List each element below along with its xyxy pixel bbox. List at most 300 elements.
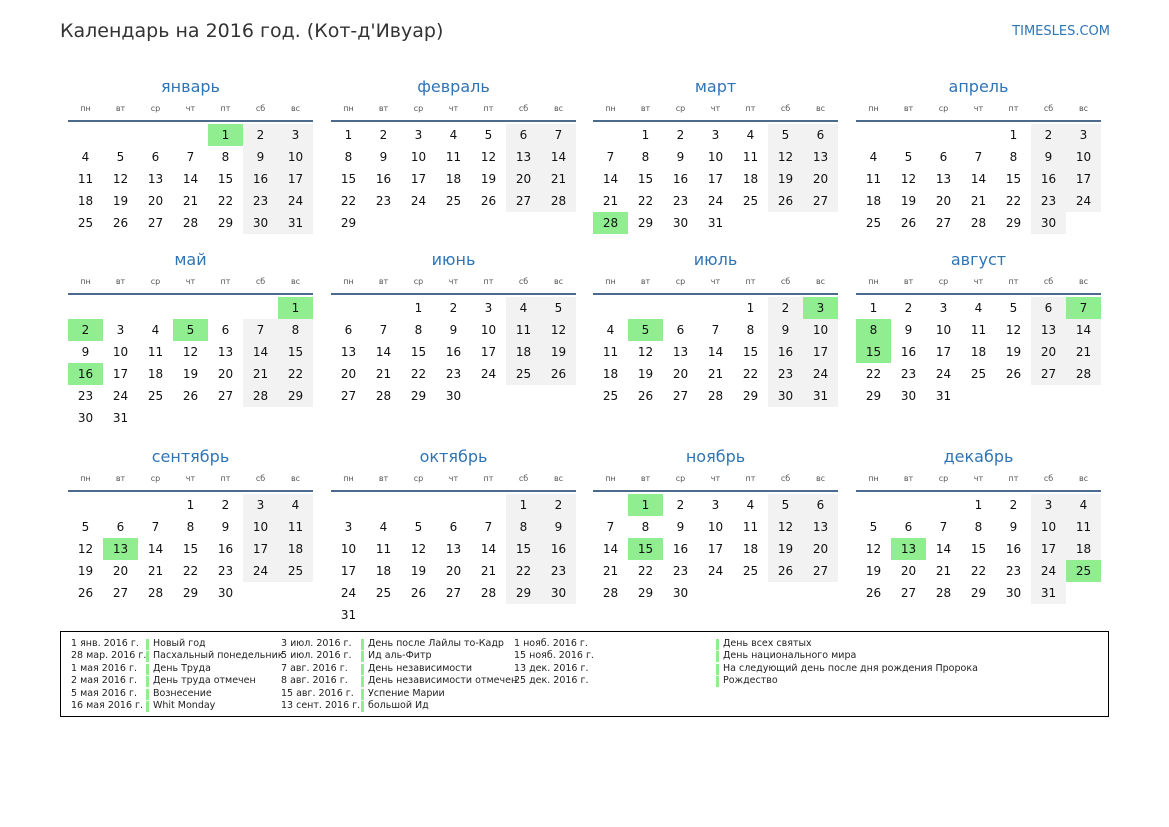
day-cell[interactable]: 31 xyxy=(707,216,724,230)
holiday-day-cell[interactable]: 28 xyxy=(593,212,628,234)
day-cell[interactable]: 29 xyxy=(742,389,759,403)
day-cell[interactable]: 20 xyxy=(1031,341,1066,363)
day-cell[interactable]: 4 xyxy=(746,498,755,512)
day-cell[interactable]: 24 xyxy=(1066,190,1101,212)
holiday-day-cell[interactable]: 25 xyxy=(1066,560,1101,582)
day-cell[interactable]: 17 xyxy=(1031,538,1066,560)
day-cell[interactable]: 18 xyxy=(742,542,759,556)
day-cell[interactable]: 25 xyxy=(77,216,94,230)
day-cell[interactable]: 6 xyxy=(116,520,125,534)
day-cell[interactable]: 23 xyxy=(541,560,576,582)
day-cell[interactable]: 4 xyxy=(869,150,878,164)
day-cell[interactable]: 20 xyxy=(803,538,838,560)
day-cell[interactable]: 9 xyxy=(81,345,90,359)
day-cell[interactable]: 15 xyxy=(742,345,759,359)
day-cell[interactable]: 16 xyxy=(243,168,278,190)
day-cell[interactable]: 28 xyxy=(480,586,497,600)
day-cell[interactable]: 24 xyxy=(480,367,497,381)
day-cell[interactable]: 23 xyxy=(375,194,392,208)
day-cell[interactable]: 22 xyxy=(340,194,357,208)
day-cell[interactable]: 18 xyxy=(445,172,462,186)
day-cell[interactable]: 14 xyxy=(375,345,392,359)
day-cell[interactable]: 7 xyxy=(606,150,615,164)
day-cell[interactable]: 19 xyxy=(637,367,654,381)
day-cell[interactable]: 24 xyxy=(707,194,724,208)
day-cell[interactable]: 23 xyxy=(1005,564,1022,578)
day-cell[interactable]: 21 xyxy=(243,363,278,385)
day-cell[interactable]: 29 xyxy=(637,586,654,600)
day-cell[interactable]: 23 xyxy=(672,564,689,578)
day-cell[interactable]: 5 xyxy=(904,150,913,164)
day-cell[interactable]: 16 xyxy=(541,538,576,560)
day-cell[interactable]: 7 xyxy=(711,323,720,337)
day-cell[interactable]: 11 xyxy=(742,150,759,164)
day-cell[interactable]: 19 xyxy=(182,367,199,381)
day-cell[interactable]: 22 xyxy=(970,564,987,578)
day-cell[interactable]: 11 xyxy=(970,323,987,337)
day-cell[interactable]: 21 xyxy=(182,194,199,208)
day-cell[interactable]: 22 xyxy=(217,194,234,208)
day-cell[interactable]: 20 xyxy=(147,194,164,208)
holiday-day-cell[interactable]: 8 xyxy=(856,319,891,341)
day-cell[interactable]: 28 xyxy=(707,389,724,403)
day-cell[interactable]: 24 xyxy=(410,194,427,208)
day-cell[interactable]: 22 xyxy=(637,194,654,208)
day-cell[interactable]: 18 xyxy=(970,345,987,359)
day-cell[interactable]: 30 xyxy=(900,389,917,403)
holiday-day-cell[interactable]: 7 xyxy=(1066,297,1101,319)
day-cell[interactable]: 25 xyxy=(742,564,759,578)
day-cell[interactable]: 17 xyxy=(243,538,278,560)
day-cell[interactable]: 26 xyxy=(768,560,803,582)
day-cell[interactable]: 17 xyxy=(707,542,724,556)
day-cell[interactable]: 4 xyxy=(379,520,388,534)
day-cell[interactable]: 13 xyxy=(935,172,952,186)
day-cell[interactable]: 26 xyxy=(768,190,803,212)
day-cell[interactable]: 2 xyxy=(243,124,278,146)
day-cell[interactable]: 11 xyxy=(506,319,541,341)
day-cell[interactable]: 8 xyxy=(974,520,983,534)
day-cell[interactable]: 2 xyxy=(676,498,685,512)
day-cell[interactable]: 8 xyxy=(641,520,650,534)
day-cell[interactable]: 14 xyxy=(935,542,952,556)
day-cell[interactable]: 6 xyxy=(803,124,838,146)
day-cell[interactable]: 29 xyxy=(340,216,357,230)
day-cell[interactable]: 1 xyxy=(344,128,353,142)
day-cell[interactable]: 20 xyxy=(445,564,462,578)
day-cell[interactable]: 16 xyxy=(1005,542,1022,556)
day-cell[interactable]: 22 xyxy=(278,363,313,385)
day-cell[interactable]: 5 xyxy=(484,128,493,142)
day-cell[interactable]: 10 xyxy=(707,520,724,534)
day-cell[interactable]: 24 xyxy=(935,367,952,381)
day-cell[interactable]: 17 xyxy=(112,367,129,381)
day-cell[interactable]: 30 xyxy=(672,586,689,600)
day-cell[interactable]: 27 xyxy=(900,586,917,600)
day-cell[interactable]: 19 xyxy=(865,564,882,578)
day-cell[interactable]: 14 xyxy=(243,341,278,363)
day-cell[interactable]: 12 xyxy=(182,345,199,359)
day-cell[interactable]: 4 xyxy=(151,323,160,337)
day-cell[interactable]: 13 xyxy=(445,542,462,556)
day-cell[interactable]: 18 xyxy=(742,172,759,186)
day-cell[interactable]: 12 xyxy=(112,172,129,186)
day-cell[interactable]: 7 xyxy=(541,124,576,146)
day-cell[interactable]: 27 xyxy=(803,190,838,212)
day-cell[interactable]: 29 xyxy=(410,389,427,403)
day-cell[interactable]: 9 xyxy=(676,150,685,164)
day-cell[interactable]: 16 xyxy=(672,172,689,186)
day-cell[interactable]: 1 xyxy=(641,128,650,142)
day-cell[interactable]: 23 xyxy=(768,363,803,385)
day-cell[interactable]: 28 xyxy=(243,385,278,407)
day-cell[interactable]: 5 xyxy=(414,520,423,534)
day-cell[interactable]: 6 xyxy=(904,520,913,534)
day-cell[interactable]: 20 xyxy=(672,367,689,381)
day-cell[interactable]: 18 xyxy=(1066,538,1101,560)
day-cell[interactable]: 7 xyxy=(606,520,615,534)
day-cell[interactable]: 12 xyxy=(77,542,94,556)
day-cell[interactable]: 12 xyxy=(900,172,917,186)
day-cell[interactable]: 6 xyxy=(221,323,230,337)
day-cell[interactable]: 21 xyxy=(480,564,497,578)
day-cell[interactable]: 11 xyxy=(375,542,392,556)
day-cell[interactable]: 26 xyxy=(637,389,654,403)
day-cell[interactable]: 27 xyxy=(1031,363,1066,385)
day-cell[interactable]: 17 xyxy=(707,172,724,186)
day-cell[interactable]: 10 xyxy=(410,150,427,164)
day-cell[interactable]: 5 xyxy=(768,124,803,146)
day-cell[interactable]: 21 xyxy=(602,194,619,208)
day-cell[interactable]: 14 xyxy=(147,542,164,556)
day-cell[interactable]: 16 xyxy=(1031,168,1066,190)
day-cell[interactable]: 28 xyxy=(1066,363,1101,385)
day-cell[interactable]: 25 xyxy=(602,389,619,403)
holiday-day-cell[interactable]: 1 xyxy=(278,297,313,319)
day-cell[interactable]: 13 xyxy=(506,146,541,168)
day-cell[interactable]: 12 xyxy=(768,146,803,168)
day-cell[interactable]: 25 xyxy=(445,194,462,208)
day-cell[interactable]: 8 xyxy=(221,150,230,164)
day-cell[interactable]: 3 xyxy=(116,323,125,337)
day-cell[interactable]: 9 xyxy=(221,520,230,534)
day-cell[interactable]: 24 xyxy=(112,389,129,403)
day-cell[interactable]: 1 xyxy=(974,498,983,512)
day-cell[interactable]: 18 xyxy=(278,538,313,560)
day-cell[interactable]: 14 xyxy=(1066,319,1101,341)
day-cell[interactable]: 10 xyxy=(243,516,278,538)
day-cell[interactable]: 2 xyxy=(379,128,388,142)
day-cell[interactable]: 31 xyxy=(935,389,952,403)
day-cell[interactable]: 29 xyxy=(506,582,541,604)
day-cell[interactable]: 25 xyxy=(278,560,313,582)
day-cell[interactable]: 6 xyxy=(939,150,948,164)
day-cell[interactable]: 11 xyxy=(278,516,313,538)
day-cell[interactable]: 27 xyxy=(217,389,234,403)
day-cell[interactable]: 12 xyxy=(410,542,427,556)
day-cell[interactable]: 14 xyxy=(182,172,199,186)
day-cell[interactable]: 30 xyxy=(77,411,94,425)
holiday-day-cell[interactable]: 13 xyxy=(891,538,926,560)
day-cell[interactable]: 29 xyxy=(182,586,199,600)
day-cell[interactable]: 30 xyxy=(672,216,689,230)
day-cell[interactable]: 30 xyxy=(243,212,278,234)
day-cell[interactable]: 22 xyxy=(410,367,427,381)
day-cell[interactable]: 8 xyxy=(186,520,195,534)
day-cell[interactable]: 1 xyxy=(869,301,878,315)
day-cell[interactable]: 10 xyxy=(1031,516,1066,538)
day-cell[interactable]: 24 xyxy=(243,560,278,582)
day-cell[interactable]: 25 xyxy=(375,586,392,600)
day-cell[interactable]: 7 xyxy=(484,520,493,534)
day-cell[interactable]: 24 xyxy=(803,363,838,385)
day-cell[interactable]: 14 xyxy=(541,146,576,168)
day-cell[interactable]: 3 xyxy=(484,301,493,315)
day-cell[interactable]: 11 xyxy=(147,345,164,359)
day-cell[interactable]: 29 xyxy=(217,216,234,230)
day-cell[interactable]: 22 xyxy=(182,564,199,578)
day-cell[interactable]: 30 xyxy=(541,582,576,604)
day-cell[interactable]: 16 xyxy=(900,345,917,359)
day-cell[interactable]: 21 xyxy=(375,367,392,381)
day-cell[interactable]: 28 xyxy=(602,586,619,600)
day-cell[interactable]: 29 xyxy=(970,586,987,600)
day-cell[interactable]: 10 xyxy=(112,345,129,359)
day-cell[interactable]: 7 xyxy=(939,520,948,534)
day-cell[interactable]: 9 xyxy=(243,146,278,168)
day-cell[interactable]: 23 xyxy=(77,389,94,403)
day-cell[interactable]: 13 xyxy=(803,516,838,538)
day-cell[interactable]: 9 xyxy=(541,516,576,538)
day-cell[interactable]: 27 xyxy=(672,389,689,403)
day-cell[interactable]: 6 xyxy=(344,323,353,337)
day-cell[interactable]: 5 xyxy=(116,150,125,164)
day-cell[interactable]: 5 xyxy=(768,494,803,516)
day-cell[interactable]: 10 xyxy=(803,319,838,341)
day-cell[interactable]: 29 xyxy=(278,385,313,407)
day-cell[interactable]: 29 xyxy=(865,389,882,403)
holiday-day-cell[interactable]: 5 xyxy=(173,319,208,341)
day-cell[interactable]: 15 xyxy=(278,341,313,363)
day-cell[interactable]: 6 xyxy=(506,124,541,146)
day-cell[interactable]: 17 xyxy=(1066,168,1101,190)
day-cell[interactable]: 19 xyxy=(900,194,917,208)
day-cell[interactable]: 18 xyxy=(147,367,164,381)
day-cell[interactable]: 17 xyxy=(410,172,427,186)
day-cell[interactable]: 16 xyxy=(672,542,689,556)
day-cell[interactable]: 24 xyxy=(340,586,357,600)
day-cell[interactable]: 6 xyxy=(803,494,838,516)
day-cell[interactable]: 29 xyxy=(1005,216,1022,230)
day-cell[interactable]: 18 xyxy=(77,194,94,208)
day-cell[interactable]: 25 xyxy=(970,367,987,381)
day-cell[interactable]: 16 xyxy=(768,341,803,363)
day-cell[interactable]: 6 xyxy=(151,150,160,164)
day-cell[interactable]: 26 xyxy=(410,586,427,600)
brand-link[interactable]: TIMESLES.COM xyxy=(1012,24,1110,39)
day-cell[interactable]: 4 xyxy=(81,150,90,164)
day-cell[interactable]: 14 xyxy=(970,172,987,186)
day-cell[interactable]: 3 xyxy=(711,128,720,142)
day-cell[interactable]: 28 xyxy=(541,190,576,212)
day-cell[interactable]: 8 xyxy=(278,319,313,341)
day-cell[interactable]: 10 xyxy=(935,323,952,337)
day-cell[interactable]: 15 xyxy=(506,538,541,560)
day-cell[interactable]: 23 xyxy=(672,194,689,208)
day-cell[interactable]: 16 xyxy=(217,542,234,556)
day-cell[interactable]: 13 xyxy=(217,345,234,359)
day-cell[interactable]: 15 xyxy=(970,542,987,556)
day-cell[interactable]: 25 xyxy=(865,216,882,230)
day-cell[interactable]: 17 xyxy=(278,168,313,190)
day-cell[interactable]: 9 xyxy=(1031,146,1066,168)
day-cell[interactable]: 6 xyxy=(1031,297,1066,319)
day-cell[interactable]: 22 xyxy=(1005,194,1022,208)
day-cell[interactable]: 21 xyxy=(935,564,952,578)
day-cell[interactable]: 12 xyxy=(768,516,803,538)
day-cell[interactable]: 26 xyxy=(112,216,129,230)
day-cell[interactable]: 12 xyxy=(1005,323,1022,337)
day-cell[interactable]: 9 xyxy=(379,150,388,164)
day-cell[interactable]: 17 xyxy=(803,341,838,363)
day-cell[interactable]: 9 xyxy=(1009,520,1018,534)
day-cell[interactable]: 26 xyxy=(182,389,199,403)
day-cell[interactable]: 5 xyxy=(869,520,878,534)
holiday-day-cell[interactable]: 15 xyxy=(628,538,663,560)
day-cell[interactable]: 14 xyxy=(602,172,619,186)
day-cell[interactable]: 18 xyxy=(602,367,619,381)
day-cell[interactable]: 14 xyxy=(707,345,724,359)
day-cell[interactable]: 27 xyxy=(935,216,952,230)
day-cell[interactable]: 21 xyxy=(1066,341,1101,363)
day-cell[interactable]: 28 xyxy=(182,216,199,230)
day-cell[interactable]: 2 xyxy=(541,494,576,516)
day-cell[interactable]: 9 xyxy=(676,520,685,534)
day-cell[interactable]: 20 xyxy=(112,564,129,578)
day-cell[interactable]: 26 xyxy=(865,586,882,600)
day-cell[interactable]: 26 xyxy=(900,216,917,230)
day-cell[interactable]: 27 xyxy=(803,560,838,582)
day-cell[interactable]: 10 xyxy=(340,542,357,556)
day-cell[interactable]: 27 xyxy=(112,586,129,600)
day-cell[interactable]: 15 xyxy=(410,345,427,359)
day-cell[interactable]: 28 xyxy=(970,216,987,230)
day-cell[interactable]: 31 xyxy=(803,385,838,407)
day-cell[interactable]: 7 xyxy=(151,520,160,534)
day-cell[interactable]: 3 xyxy=(1031,494,1066,516)
day-cell[interactable]: 13 xyxy=(803,146,838,168)
day-cell[interactable]: 11 xyxy=(1066,516,1101,538)
day-cell[interactable]: 26 xyxy=(1005,367,1022,381)
day-cell[interactable]: 25 xyxy=(147,389,164,403)
day-cell[interactable]: 16 xyxy=(445,345,462,359)
day-cell[interactable]: 19 xyxy=(77,564,94,578)
day-cell[interactable]: 7 xyxy=(186,150,195,164)
day-cell[interactable]: 4 xyxy=(1066,494,1101,516)
day-cell[interactable]: 22 xyxy=(865,367,882,381)
day-cell[interactable]: 21 xyxy=(707,367,724,381)
day-cell[interactable]: 4 xyxy=(974,301,983,315)
day-cell[interactable]: 3 xyxy=(711,498,720,512)
day-cell[interactable]: 28 xyxy=(147,586,164,600)
day-cell[interactable]: 3 xyxy=(243,494,278,516)
day-cell[interactable]: 21 xyxy=(147,564,164,578)
holiday-day-cell[interactable]: 13 xyxy=(103,538,138,560)
day-cell[interactable]: 22 xyxy=(506,560,541,582)
day-cell[interactable]: 11 xyxy=(602,345,619,359)
day-cell[interactable]: 23 xyxy=(1031,190,1066,212)
day-cell[interactable]: 15 xyxy=(217,172,234,186)
day-cell[interactable]: 8 xyxy=(746,323,755,337)
day-cell[interactable]: 3 xyxy=(278,124,313,146)
day-cell[interactable]: 14 xyxy=(480,542,497,556)
day-cell[interactable]: 26 xyxy=(541,363,576,385)
day-cell[interactable]: 19 xyxy=(768,168,803,190)
day-cell[interactable]: 19 xyxy=(768,538,803,560)
day-cell[interactable]: 13 xyxy=(672,345,689,359)
day-cell[interactable]: 2 xyxy=(221,498,230,512)
day-cell[interactable]: 16 xyxy=(375,172,392,186)
day-cell[interactable]: 2 xyxy=(1031,124,1066,146)
day-cell[interactable]: 1 xyxy=(186,498,195,512)
day-cell[interactable]: 12 xyxy=(480,150,497,164)
day-cell[interactable]: 18 xyxy=(506,341,541,363)
day-cell[interactable]: 1 xyxy=(1009,128,1018,142)
day-cell[interactable]: 2 xyxy=(768,297,803,319)
day-cell[interactable]: 27 xyxy=(506,190,541,212)
day-cell[interactable]: 28 xyxy=(935,586,952,600)
day-cell[interactable]: 19 xyxy=(480,172,497,186)
day-cell[interactable]: 9 xyxy=(904,323,913,337)
holiday-day-cell[interactable]: 16 xyxy=(68,363,103,385)
day-cell[interactable]: 24 xyxy=(1031,560,1066,582)
day-cell[interactable]: 2 xyxy=(676,128,685,142)
day-cell[interactable]: 19 xyxy=(410,564,427,578)
day-cell[interactable]: 12 xyxy=(637,345,654,359)
day-cell[interactable]: 2 xyxy=(1009,498,1018,512)
day-cell[interactable]: 14 xyxy=(602,542,619,556)
day-cell[interactable]: 10 xyxy=(707,150,724,164)
day-cell[interactable]: 7 xyxy=(974,150,983,164)
day-cell[interactable]: 10 xyxy=(278,146,313,168)
day-cell[interactable]: 10 xyxy=(480,323,497,337)
day-cell[interactable]: 31 xyxy=(278,212,313,234)
day-cell[interactable]: 31 xyxy=(112,411,129,425)
day-cell[interactable]: 31 xyxy=(340,608,357,622)
day-cell[interactable]: 18 xyxy=(375,564,392,578)
day-cell[interactable]: 25 xyxy=(506,363,541,385)
day-cell[interactable]: 17 xyxy=(935,345,952,359)
day-cell[interactable]: 26 xyxy=(480,194,497,208)
day-cell[interactable]: 10 xyxy=(1066,146,1101,168)
day-cell[interactable]: 11 xyxy=(445,150,462,164)
day-cell[interactable]: 21 xyxy=(541,168,576,190)
day-cell[interactable]: 29 xyxy=(637,216,654,230)
day-cell[interactable]: 24 xyxy=(707,564,724,578)
day-cell[interactable]: 15 xyxy=(637,172,654,186)
day-cell[interactable]: 24 xyxy=(278,190,313,212)
day-cell[interactable]: 7 xyxy=(379,323,388,337)
day-cell[interactable]: 23 xyxy=(243,190,278,212)
day-cell[interactable]: 6 xyxy=(676,323,685,337)
day-cell[interactable]: 8 xyxy=(414,323,423,337)
day-cell[interactable]: 15 xyxy=(340,172,357,186)
day-cell[interactable]: 20 xyxy=(803,168,838,190)
day-cell[interactable]: 30 xyxy=(1031,212,1066,234)
day-cell[interactable]: 2 xyxy=(904,301,913,315)
day-cell[interactable]: 27 xyxy=(147,216,164,230)
day-cell[interactable]: 17 xyxy=(340,564,357,578)
